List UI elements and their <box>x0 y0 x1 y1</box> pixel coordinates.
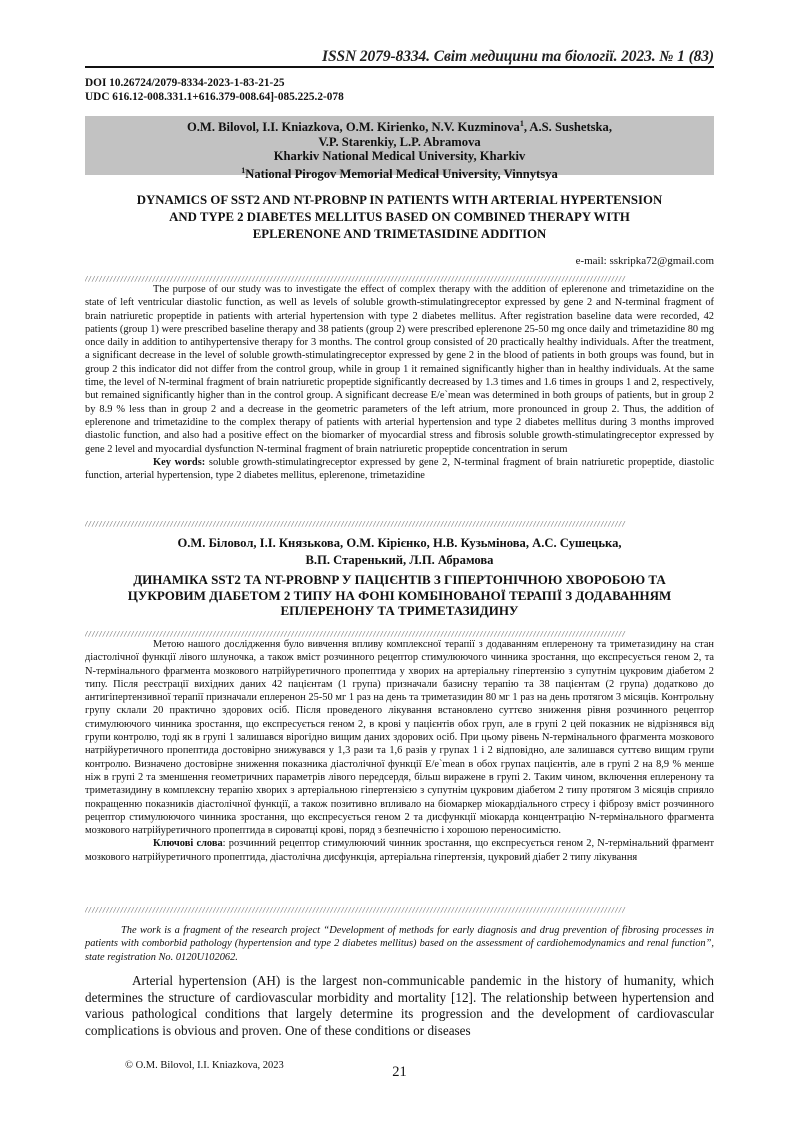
keywords-ua: Ключові слова: розчинний рецептор стимулюючий чинник зростання, що експресується геном 2, N-термінальний фрагмент мозкового натрійуретичного пропептида, діастолічна дисфункція, артеріальна гіпертензія, цукровий діабет 2 типу лікування <box>85 838 714 863</box>
introduction-paragraph: Arterial hypertension (AH) is the largest non-communicable pandemic in the history of humanity, which determines the structure of cardiovascular morbidity and mortality [12]. The relationship between hypertension and various pathological conditions that largely determine its progression and the development of cardiovascular complications is obvious and proven. One of these conditions or diseases <box>85 973 714 1038</box>
abstract-en <box>85 283 714 482</box>
separator: //////////////////////////////////////////////////////////////////////////////////////////////////////////////////////////////////////////////////////// <box>85 631 626 637</box>
authors-ua: О.М. Біловол, І.І. Князькова, О.М. Кірієнко, Н.В. Кузьмінова, А.С. Сушецька, В.П. Старенький, Л.П. Абрамова <box>177 536 622 567</box>
copyright: © O.M. Bilovol, I.I. Kniazkova, 2023 <box>125 1060 284 1071</box>
page-number: 21 <box>392 1064 407 1080</box>
separator: //////////////////////////////////////////////////////////////////////////////////////////////////////////////////////////////////////////////////////// <box>85 907 626 913</box>
header-rule <box>85 66 714 68</box>
identifiers <box>85 76 344 104</box>
authors-affiliations-en <box>85 116 714 182</box>
abstract-en-body: The purpose of our study was to investigate the effect of complex therapy with the addition of eplerenone and trimetazidine on the state of left ventricular diastolic function, as well as levels of soluble growth-stimulatingreceptor expressed by gene 2 and N-terminal fragment of brain natriuretic propeptide in patients with arterial hypertension with type 2 diabetes mellitus. After registration baseline data were recorded, 42 patients (group 1) were prescribed baseline therapy and 38 patients (group 2) were prescribed eplerenone 25-50 mg once daily and trimetazidine 80 mg once daily in addition to antihypertensive therapy for 3 months. The control group consisted of 20 practically healthy individuals. After the treatment, a significant decrease in the level of soluble growth-stimulatingreceptor expressed by gene 2 in the blood of patients in both groups was found, but in group 2 this indicator did not differ from the control group, while in group 1 it remained significantly higher than in healthy individuals. At the same time, the level of N-terminal fragment of brain natriuretic propeptide significantly decreased by 1.3 times and 1.6 times in groups 1 and 2, respectively, but remained significantly higher than in the control group. A significant decrease E/e`mean was determined in both groups of patients, but in group 2 by 8.9 % less than in group 2 and a decrease in the geometric parameters of the left atrium, more pronounced in group 2. Thus, the addition of eplerenone and trimetazidine to the complex therapy of patients with arterial hypertension and type 2 diabetes mellitus during 3 months improved diastolic function, and also had a positive effect on the biomarker of myocardial stress and fibrosis soluble growth-stimulatingreceptor expressed by gene 2 level and myocardial dysfunction N-terminal fragment of brain natriuretic propeptide concentration in serum <box>85 284 714 455</box>
affiliation-2: $^1$National Pirogov Memorial Medical University, Vinnytsya <box>241 165 558 182</box>
abstract-ua <box>85 638 714 864</box>
keywords-en: Key words: soluble growth-stimulatingreceptor expressed by gene 2, N-terminal fragment of brain natriuretic propeptide, diastolic function, arterial hypertension, type 2 diabetes mellitus, eplerenone, trimetazidine <box>85 456 714 482</box>
affiliation-1: Kharkiv National Medical University, Kharkiv <box>273 149 526 164</box>
authors-line-2: V.P. Starenkiy, L.P. Abramova <box>318 134 481 149</box>
udc: UDC 616.12-008.331.1+616.379-008.64]-085.225.2-078 <box>85 91 344 103</box>
contact-email: e-mail: sskripka72@gmail.com <box>575 255 714 267</box>
doi: DOI 10.26724/2079-8334-2023-1-83-21-25 <box>85 77 285 89</box>
funding-note: The work is a fragment of the research project “Development of methods for early diagnosis and drug prevention of fibrosing processes in patients with comborbid pathology (hypertension and type 2 diabetes mellitus) based on the assessment of cardiohemodynamics and renal function”, state registration No. 0120U102062. <box>85 925 714 963</box>
abstract-ua-body: Метою нашого дослідження було вивчення впливу комплексної терапії з додаванням еплеренону та триметазидину на стан діастолічної функції лівого шлуночка, а також вміст розчинного рецептор стимулюючого чинника зростання, що експресується геном 2, та N-термінального фрагмента мозкового натрійуретичного пропептида у хворих на артеріальну гіпертензію з супутнім цукровим діабетом 2 типу. Після реєстрації вихідних даних 42 пацієнтам (1 група) призначали базисну терапію та 38 пацієнтам (2 група) додатково до антигіпертензивної терапії призначали еплеренон 25-50 мг 1 раз на день та триметазидин 80 мг 1 раз на день протягом 3 місяців. Контрольну групу склали 20 практично здорових осіб. Після проведеного лікування встановлено суттєво зниження рівня розчинного рецептор стимулюючого чинника зростання, що експресується геном 2, в крові у пацієнтів обох груп, але в групі 2 цей показник не відрізнявся від групи контролю, тоді як в групі 1 залишався вірогідно вищим даних здорових осіб. При цьому рівень N-термінального фрагмента мозкового натрійуретичного пропептида достовірно знижувався у 1,3 рази та 1,6 разів у групах 1 і 2 відповідно, але залишався суттєво вищим групи контролю. Визначено достовірне зниження показника діастолічної функції E/e`mean в обох групах пацієнтів, але в групі 2 на 8,9 % менше ніж в групі 2 та зменшення геометричних параметрів лівого передсердя, більш виражене в групі 2. Таким чином, включення еплеренону та триметазидину в комплексну терапію хворих з артеріальною гіпертензією з супутнім цукровим діабетом 2 типу протягом 3 місяців сприяло покращенню показників діастолічної функції, а також позитивно впливало на біомаркер міокардіального стресу і фіброзу вміст розчинного рецептор стимулюючого чинника зростання, що експресується геном 2 та дисфункції міокарда концентрацію N-термінального фрагмента мозкового натрійуретичного пропептида в сироватці крові, поряд з безпечністю і хорошою переносимістю. <box>85 639 714 837</box>
journal-header: ISSN 2079-8334. Світ медицини та біології. 2023. № 1 (83) <box>322 48 714 65</box>
separator: //////////////////////////////////////////////////////////////////////////////////////////////////////////////////////////////////////////////////////// <box>85 521 626 527</box>
authors-line-1: O.M. Bilovol, I.I. Kniazkova, O.M. Kirienko, N.V. Kuzminova$^1$, A.S. Sushetska, <box>186 119 613 135</box>
separator: //////////////////////////////////////////////////////////////////////////////////////////////////////////////////////////////////////////////////////// <box>85 276 626 282</box>
article-title-en: DYNAMICS OF SST2 AND NT-PROBNP IN PATIENTS WITH ARTERIAL HYPERTENSION AND TYPE 2 DIABETES MELLITUS BASED ON COMBINED THERAPY WITH EPLERENONE AND TRIMETASIDINE ADDITION <box>136 193 663 241</box>
article-title-ua: ДИНАМІКА SST2 ТА NT-PROBNP У ПАЦІЄНТІВ З ГІПЕРТОНІЧНОЮ ХВОРОБОЮ ТА ЦУКРОВИМ ДІАБЕТОМ 2 ТИПУ НА ФОНІ КОМБІНОВАНОЇ ТЕРАПІЇ З ДОДАВАННЯМ ЕПЛЕРЕНОНУ ТА ТРИМЕТАЗИДИНУ <box>127 572 672 618</box>
